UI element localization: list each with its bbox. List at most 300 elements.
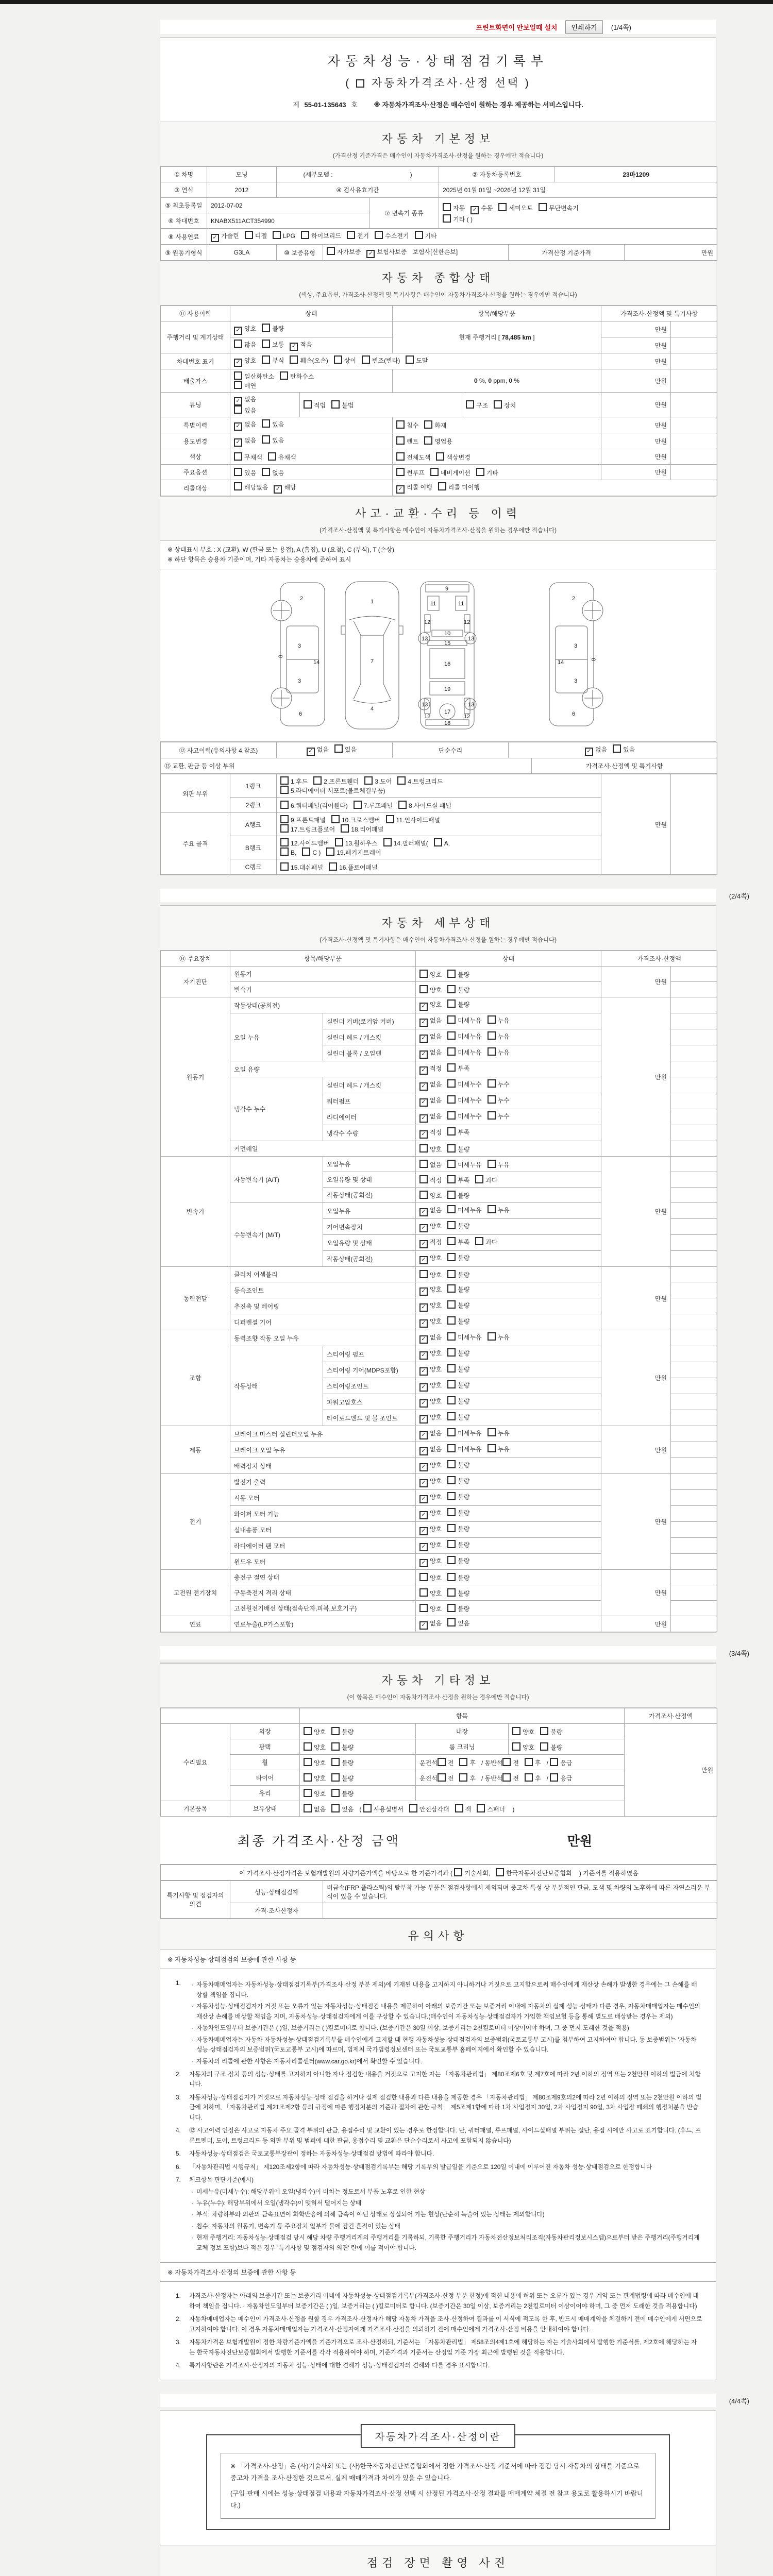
checkbox[interactable] — [447, 1031, 456, 1040]
checked-checkbox[interactable]: ✓ — [419, 1240, 428, 1248]
checkbox[interactable] — [304, 1804, 312, 1812]
checkbox[interactable] — [477, 1804, 485, 1812]
checkbox[interactable] — [280, 801, 289, 809]
checkbox[interactable] — [447, 1160, 456, 1168]
field-value — [230, 1013, 323, 1061]
checked-checkbox[interactable]: ✓ — [274, 485, 282, 494]
text: ⑭ 주요장치 — [179, 955, 211, 963]
notes-cell — [671, 433, 717, 449]
checked-checkbox[interactable]: ✓ — [419, 1303, 428, 1312]
checked-checkbox[interactable]: ✓ — [419, 1066, 428, 1075]
checkbox[interactable] — [447, 1573, 456, 1581]
checkbox[interactable] — [415, 231, 423, 239]
checked-checkbox[interactable]: ✓ — [396, 485, 405, 494]
checkbox[interactable] — [334, 744, 343, 753]
text: 만원 — [654, 1518, 667, 1526]
checkbox[interactable] — [447, 1380, 456, 1388]
checkbox[interactable] — [447, 970, 456, 978]
checked-checkbox[interactable]: ✓ — [419, 1224, 428, 1232]
checked-checkbox[interactable]: ✓ — [419, 1082, 428, 1091]
checkbox[interactable] — [436, 452, 444, 461]
basic-info-table — [160, 166, 716, 261]
field-value — [207, 198, 369, 213]
checkbox[interactable] — [280, 815, 289, 823]
checkbox[interactable] — [438, 1773, 446, 1782]
checkbox[interactable] — [331, 1758, 340, 1766]
checked-checkbox[interactable]: ✓ — [419, 1399, 428, 1408]
checkbox[interactable] — [331, 1789, 340, 1797]
field-label — [161, 967, 230, 997]
checkbox[interactable] — [525, 1773, 533, 1782]
checkbox[interactable] — [280, 838, 289, 846]
checkbox-label: 미세누유 — [458, 1207, 482, 1214]
checkbox[interactable] — [302, 848, 310, 856]
field-value — [393, 465, 601, 480]
checkbox[interactable] — [424, 436, 432, 445]
checkbox[interactable] — [397, 776, 406, 785]
field-value — [323, 245, 509, 261]
notes-cell — [671, 1426, 717, 1442]
checkbox[interactable] — [447, 1191, 456, 1199]
checkbox[interactable] — [447, 1079, 456, 1088]
field-value — [230, 433, 393, 449]
checkbox-label: 전기 — [357, 232, 369, 240]
checked-checkbox[interactable]: ✓ — [419, 1130, 428, 1139]
checkbox[interactable] — [447, 1015, 456, 1024]
text: 배출가스 — [183, 377, 208, 385]
checkbox[interactable] — [447, 1604, 456, 1612]
checkbox[interactable] — [447, 1412, 456, 1420]
checkbox[interactable] — [396, 468, 405, 476]
checked-checkbox[interactable]: ✓ — [419, 1114, 428, 1123]
checkbox[interactable] — [447, 1476, 456, 1484]
checkbox[interactable] — [447, 1175, 456, 1183]
checkbox[interactable] — [331, 1727, 340, 1735]
checkbox[interactable] — [354, 801, 362, 809]
checkbox[interactable] — [419, 970, 428, 978]
checkbox[interactable] — [447, 1364, 456, 1372]
checkbox[interactable] — [419, 1270, 428, 1278]
checkbox[interactable] — [234, 405, 242, 414]
page-break-3 — [160, 1646, 749, 1659]
text: 오일 유량 — [234, 1065, 260, 1073]
text: 작동상태(공회전) — [327, 1255, 373, 1263]
checked-checkbox[interactable]: ✓ — [419, 1495, 428, 1503]
notice-text — [189, 2314, 702, 2334]
checkbox[interactable] — [613, 744, 621, 753]
checkbox-label: 10.크로스멤버 — [342, 817, 380, 824]
checkbox[interactable] — [488, 1444, 496, 1452]
checkbox[interactable] — [419, 1588, 428, 1597]
checkbox[interactable] — [502, 1758, 511, 1766]
checkbox-label: 있음 — [244, 469, 257, 477]
checkbox[interactable] — [447, 1221, 456, 1229]
notice-item — [176, 2314, 702, 2334]
checkbox[interactable] — [525, 1758, 533, 1766]
checkbox[interactable] — [447, 1540, 456, 1548]
checkbox[interactable] — [331, 1804, 340, 1812]
checkbox[interactable] — [313, 776, 322, 785]
checkbox[interactable] — [454, 1868, 462, 1876]
checkbox[interactable] — [245, 231, 253, 239]
checkbox[interactable] — [383, 838, 392, 846]
checkbox[interactable] — [234, 468, 242, 476]
checkbox[interactable] — [447, 1205, 456, 1213]
checked-checkbox[interactable]: ✓ — [419, 1479, 428, 1487]
checkbox[interactable] — [488, 1015, 496, 1024]
checkbox[interactable] — [539, 203, 547, 211]
checkbox[interactable] — [363, 1804, 372, 1812]
checkbox[interactable] — [234, 482, 242, 490]
checkbox[interactable] — [447, 1144, 456, 1153]
field-label — [230, 1786, 300, 1801]
checked-checkbox[interactable]: ✓ — [419, 1098, 428, 1107]
checkbox[interactable] — [443, 203, 451, 211]
checkbox-label: 양호 — [430, 1494, 442, 1501]
notes-cell — [671, 1474, 717, 1490]
checkbox-label: 무채색 — [244, 453, 262, 461]
checkbox[interactable] — [438, 482, 446, 490]
notes-cell — [671, 1267, 717, 1282]
text: 브레이크 오일 누유 — [234, 1446, 285, 1454]
svg-text:10: 10 — [444, 631, 451, 637]
checkbox[interactable] — [443, 214, 451, 223]
checkbox[interactable] — [447, 1270, 456, 1278]
checkbox[interactable] — [419, 1160, 428, 1168]
checked-checkbox[interactable]: ✓ — [419, 1035, 428, 1043]
checkbox[interactable] — [280, 848, 289, 856]
field-value — [416, 1109, 601, 1125]
checkbox[interactable] — [419, 1604, 428, 1612]
checkbox[interactable] — [234, 381, 242, 389]
checkbox[interactable] — [447, 985, 456, 993]
bullet-text: 부식: 차량하부와 외판의 금속표면이 화학반응에 의해 금속이 아닌 상태로 상실되어 가는 현상(단순히 녹슬어 있는 상태는 제외합니다) — [196, 2211, 545, 2218]
checked-checkbox[interactable]: ✓ — [419, 1559, 428, 1567]
checkbox[interactable] — [331, 815, 340, 823]
checkbox[interactable] — [419, 985, 428, 993]
notice-text — [189, 1978, 702, 2066]
checkbox[interactable] — [447, 1460, 456, 1468]
checkbox-label: 없음 — [595, 746, 608, 754]
checked-checkbox[interactable]: ✓ — [234, 327, 242, 335]
checked-checkbox[interactable]: ✓ — [307, 748, 315, 756]
checkbox[interactable] — [304, 400, 312, 409]
checked-checkbox[interactable]: ✓ — [419, 1431, 428, 1439]
checkbox-label: 적정 — [430, 1239, 442, 1246]
checkbox[interactable] — [335, 838, 343, 846]
text: G3LA — [233, 249, 250, 256]
checked-checkbox[interactable]: ✓ — [211, 234, 219, 242]
column-header — [161, 1708, 300, 1724]
checkbox[interactable] — [375, 231, 383, 239]
checkbox[interactable] — [447, 1284, 456, 1293]
checkbox[interactable] — [419, 1191, 428, 1199]
print-install-hint: 프린트화면이 안보일때 설치 — [476, 23, 558, 31]
checked-checkbox[interactable]: ✓ — [234, 438, 242, 447]
checkbox[interactable] — [262, 435, 270, 444]
notes-cell — [671, 1554, 717, 1570]
checkbox[interactable] — [327, 247, 335, 255]
checkbox[interactable] — [280, 824, 289, 833]
checkbox[interactable] — [262, 419, 270, 428]
checked-checkbox[interactable]: ✓ — [234, 359, 242, 367]
field-label — [230, 774, 277, 798]
checkbox-label: 없음 — [430, 1097, 442, 1105]
checked-checkbox[interactable]: ✓ — [419, 1415, 428, 1423]
checkbox-label: 양호 — [430, 1302, 442, 1310]
checkbox[interactable] — [447, 1237, 456, 1245]
checkbox[interactable] — [447, 1556, 456, 1564]
checkbox[interactable] — [304, 1742, 312, 1751]
checkbox[interactable] — [438, 1758, 446, 1766]
svg-text:14: 14 — [313, 659, 320, 666]
checkbox[interactable] — [488, 1047, 496, 1056]
field-value — [323, 1109, 416, 1125]
checkbox[interactable] — [447, 1095, 456, 1104]
checkbox-label: 불량 — [342, 1743, 354, 1751]
checkbox[interactable] — [475, 1175, 483, 1183]
checked-checkbox[interactable]: ✓ — [419, 1208, 428, 1216]
checkbox[interactable] — [406, 355, 414, 364]
checkbox[interactable] — [512, 1742, 520, 1751]
checkbox[interactable] — [475, 1237, 483, 1245]
field-value — [277, 813, 601, 836]
checkbox[interactable] — [262, 468, 270, 476]
checked-checkbox[interactable]: ✓ — [290, 343, 298, 351]
checkbox[interactable] — [447, 1127, 456, 1136]
checkbox[interactable] — [396, 436, 405, 445]
checkbox[interactable] — [488, 1332, 496, 1341]
field-value — [323, 1172, 416, 1188]
checkbox[interactable] — [459, 1773, 467, 1782]
field-value — [230, 393, 300, 417]
price-definition-p1: ※ 「가격조사·산정」은 (사)기술사회 또는 (사)한국자동차진단보증협회에서 정한 가격조사·산정 기준서에 따라 점검 당시 자동차의 상태를 기준으로 중고차 가격을 조사·산정한 것으로서, 실제 매매가격과 차이가 있을 수 있습니다. — [230, 2463, 640, 2482]
notice-bullet — [189, 2222, 702, 2231]
checkbox[interactable] — [304, 1773, 312, 1782]
page-marker-3: (3/4쪽) — [729, 1650, 749, 1658]
checkbox[interactable] — [419, 1144, 428, 1153]
checkbox[interactable] — [476, 468, 484, 476]
checkbox[interactable] — [447, 1618, 456, 1626]
checkbox[interactable] — [268, 452, 276, 461]
checkbox[interactable] — [304, 1727, 312, 1735]
checked-checkbox[interactable]: ✓ — [419, 1511, 428, 1519]
checkbox[interactable] — [329, 862, 337, 871]
checkbox[interactable] — [331, 1773, 340, 1782]
checkbox[interactable] — [290, 355, 298, 364]
checkbox[interactable] — [447, 1524, 456, 1532]
checked-checkbox[interactable]: ✓ — [419, 1256, 428, 1264]
checkbox[interactable] — [280, 786, 289, 794]
checkbox[interactable] — [447, 1300, 456, 1309]
svg-text:12: 12 — [464, 714, 470, 720]
checked-checkbox[interactable]: ✓ — [419, 1319, 428, 1328]
checked-checkbox[interactable]: ✓ — [419, 1287, 428, 1296]
checked-checkbox[interactable]: ✓ — [366, 250, 375, 258]
checkbox[interactable] — [341, 824, 349, 833]
checkbox[interactable] — [280, 776, 289, 785]
notice-number: 5. — [176, 2150, 181, 2158]
checkbox[interactable] — [331, 1742, 340, 1751]
checkbox-label: 누유 — [497, 1430, 510, 1437]
checkbox[interactable] — [447, 1348, 456, 1357]
checked-checkbox[interactable]: ✓ — [470, 206, 479, 214]
checkbox[interactable] — [396, 452, 405, 461]
checked-checkbox[interactable]: ✓ — [419, 1351, 428, 1360]
checkbox[interactable] — [550, 1773, 558, 1782]
checkbox-label: 불량 — [458, 1318, 470, 1326]
doc-no: 55-01-135643 — [304, 101, 346, 109]
checkbox[interactable] — [447, 1111, 456, 1120]
checked-checkbox[interactable]: ✓ — [419, 1527, 428, 1535]
checkbox[interactable] — [540, 1742, 548, 1751]
checkbox[interactable] — [262, 355, 270, 364]
checkbox[interactable] — [488, 1111, 496, 1120]
notice-paragraph: 자동차성능·상태점검은 국토교통부장관이 정하는 자동차성능·상태점검 방법에 따라야 합니다. — [189, 2150, 434, 2158]
checkbox[interactable] — [280, 371, 288, 380]
checkbox[interactable] — [447, 1428, 456, 1436]
checkbox[interactable] — [447, 1588, 456, 1597]
checkbox[interactable] — [447, 999, 456, 1008]
text: 타이어 — [256, 1774, 274, 1782]
checked-checkbox[interactable]: ✓ — [419, 1383, 428, 1392]
checkbox-label: 미세누유 — [458, 1161, 482, 1168]
price-cell — [601, 417, 671, 433]
notice-text — [189, 2126, 702, 2146]
checkbox[interactable] — [262, 324, 270, 332]
checkbox[interactable] — [334, 355, 342, 364]
checked-checkbox[interactable]: ✓ — [419, 1019, 428, 1027]
checkbox[interactable] — [447, 1444, 456, 1452]
bullet-dot: · — [192, 2024, 194, 2032]
checkbox[interactable] — [273, 231, 281, 239]
checkbox[interactable] — [488, 1031, 496, 1040]
checked-checkbox[interactable]: ✓ — [419, 1543, 428, 1551]
checkbox[interactable] — [386, 815, 394, 823]
text: 브레이크 마스터 실린더오일 누유 — [234, 1430, 323, 1438]
field-value — [462, 393, 601, 417]
checked-checkbox[interactable]: ✓ — [234, 422, 242, 431]
checkbox[interactable] — [398, 801, 407, 809]
checkbox[interactable] — [447, 1332, 456, 1341]
checked-checkbox[interactable]: ✓ — [419, 1367, 428, 1376]
checkbox[interactable] — [234, 452, 242, 461]
checkbox[interactable] — [434, 838, 442, 846]
text: 가격조사·산정액 및 특기사항 — [620, 310, 698, 317]
checkbox[interactable] — [455, 1804, 463, 1812]
checkbox[interactable] — [494, 400, 502, 409]
panel-rank-table — [160, 774, 716, 875]
checkbox[interactable] — [419, 1573, 428, 1581]
checkbox[interactable] — [430, 468, 439, 476]
text: 광택 — [259, 1743, 271, 1751]
checkbox[interactable] — [331, 400, 340, 409]
checkbox[interactable] — [488, 1205, 496, 1213]
field-value — [416, 1522, 601, 1538]
checkbox[interactable] — [540, 1727, 548, 1735]
price-select-checkbox[interactable] — [356, 79, 364, 88]
checkbox[interactable] — [447, 1253, 456, 1261]
checkbox[interactable] — [304, 1789, 312, 1797]
checked-checkbox[interactable]: ✓ — [419, 1335, 428, 1344]
checkbox[interactable] — [326, 848, 334, 856]
checkbox[interactable] — [459, 1758, 467, 1766]
checkbox[interactable] — [396, 420, 405, 429]
checkbox[interactable] — [347, 231, 355, 239]
checkbox[interactable] — [262, 340, 270, 348]
checked-checkbox[interactable]: ✓ — [419, 1050, 428, 1059]
checkbox[interactable] — [488, 1079, 496, 1088]
text: 디퍼렌셜 기어 — [234, 1318, 272, 1326]
text: 작동상태(공회전) — [234, 1002, 280, 1009]
svg-text:12: 12 — [464, 619, 470, 626]
print-button[interactable]: 인쇄하기 — [565, 20, 602, 34]
checkbox[interactable] — [447, 1316, 456, 1325]
checkbox[interactable] — [424, 420, 432, 429]
text: A랭크 — [245, 821, 262, 828]
checkbox[interactable] — [512, 1727, 520, 1735]
checkbox[interactable] — [466, 400, 474, 409]
checkbox-label: 4.트렁크리드 — [408, 778, 443, 786]
checkbox[interactable] — [550, 1758, 558, 1766]
text: 주행거리 및 계기상태 — [166, 334, 224, 341]
checkbox[interactable] — [409, 1804, 417, 1812]
checkbox[interactable] — [447, 1508, 456, 1516]
svg-text:8: 8 — [278, 655, 284, 658]
notice-bullet — [189, 2233, 702, 2253]
checkbox[interactable] — [496, 1868, 504, 1876]
checked-checkbox[interactable]: ✓ — [419, 1003, 428, 1011]
checked-checkbox[interactable]: ✓ — [419, 1447, 428, 1455]
checked-checkbox[interactable]: ✓ — [585, 748, 593, 756]
checkbox[interactable] — [419, 1175, 428, 1183]
checkbox[interactable] — [304, 1758, 312, 1766]
notice-bullet — [189, 2187, 702, 2197]
checkbox[interactable] — [234, 371, 242, 380]
text: 등속조인트 — [234, 1286, 264, 1294]
checkbox[interactable] — [488, 1095, 496, 1104]
column-header — [300, 1708, 625, 1724]
checkbox[interactable] — [488, 1160, 496, 1168]
detail-state-table — [160, 951, 716, 1632]
checkbox-label: 양호 — [430, 1605, 442, 1613]
checkbox[interactable] — [498, 203, 507, 211]
field-label — [161, 245, 207, 261]
checked-checkbox[interactable]: ✓ — [419, 1463, 428, 1471]
field-value — [416, 982, 601, 997]
notes-cell — [671, 1570, 717, 1585]
checked-checkbox[interactable]: ✓ — [419, 1621, 428, 1630]
notes-cell — [671, 1394, 717, 1410]
notes-cell — [671, 1061, 717, 1077]
checkbox[interactable] — [301, 231, 309, 239]
text: 이 가격조사·산정가격은 보험개발원의 차량기준가액을 바탕으로 한 기준가격과 ( — [239, 1869, 455, 1877]
checkbox[interactable] — [362, 355, 370, 364]
checkbox[interactable] — [280, 862, 289, 871]
checkbox[interactable] — [364, 776, 373, 785]
doc-no-suffix: 호 — [351, 101, 358, 109]
checkbox[interactable] — [447, 1492, 456, 1500]
checkbox[interactable] — [447, 1396, 456, 1404]
checkbox[interactable] — [502, 1773, 511, 1782]
checkbox[interactable] — [447, 1063, 456, 1072]
checkbox[interactable] — [234, 340, 242, 348]
checkbox[interactable] — [488, 1428, 496, 1436]
checked-checkbox[interactable]: ✓ — [234, 397, 242, 405]
text: 클러치 어셈블리 — [234, 1271, 278, 1279]
checkbox[interactable] — [447, 1047, 456, 1056]
text: 타이로드엔드 및 볼 조인트 — [327, 1414, 398, 1422]
